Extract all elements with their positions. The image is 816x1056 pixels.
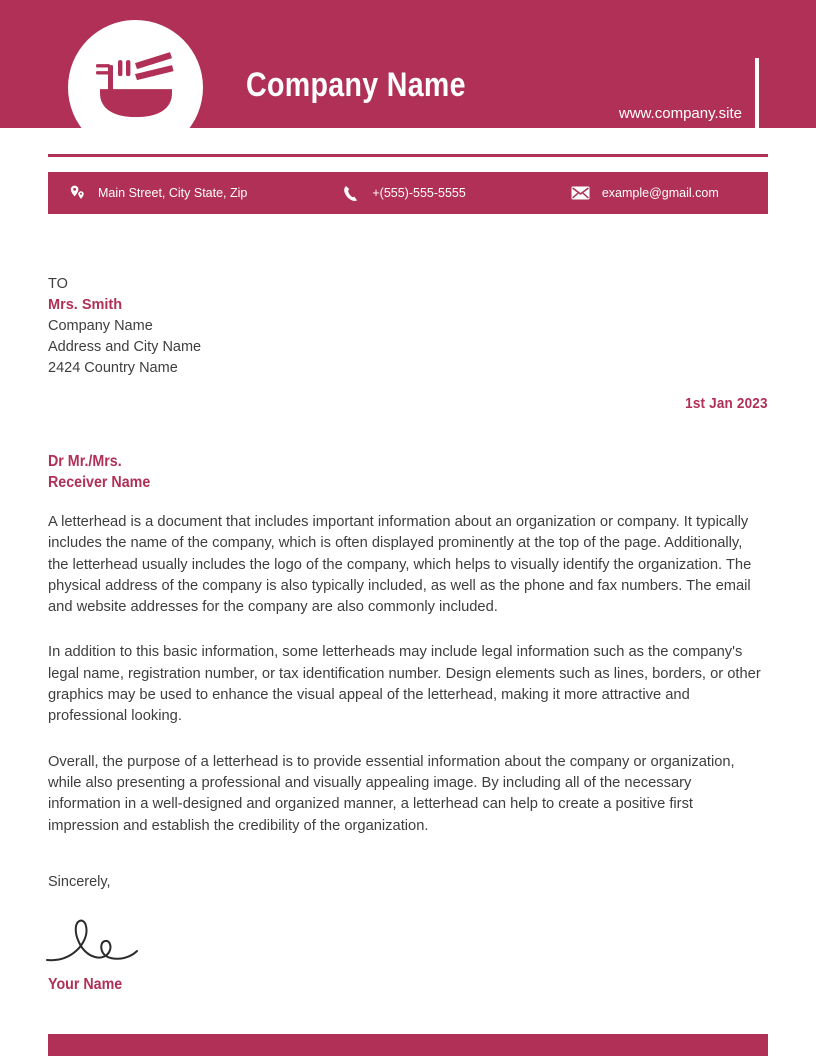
signer-name: Your Name [48, 976, 123, 993]
header-vertical-divider [755, 58, 759, 136]
salutation-line-1: Dr Mr./Mrs. [48, 453, 122, 470]
company-website: www.company.site [618, 105, 742, 122]
salutation [48, 451, 150, 493]
contact-bar [48, 172, 768, 214]
handwritten-signature [44, 916, 140, 973]
closing-sincerely: Sincerely, [48, 874, 111, 890]
recipient-to-label: TO [48, 276, 68, 292]
contact-phone [340, 184, 465, 202]
company-logo [68, 20, 203, 155]
salutation-line-2: Receiver Name [48, 474, 151, 491]
body-paragraph: Overall, the purpose of a letterhead is to provide essential information about the company or organization, while also presenting a professional and visually appealing image. By including all of the necessary information in a well-designed and organized manner, a letterhead can help to create a positive first impression and establish the credibility of the organization. [48, 753, 735, 834]
body-paragraph: A letterhead is a document that includes important information about an organization or company. It typically includes the name of the company, which is often displayed prominently at the top of the page. Additionally, the letterhead usually includes the logo of the company, which helps to visually identify the organization. The physical address of the company is also typically included, as well as the phone and fax numbers. The email and website addresses for the company are also commonly included. [48, 514, 752, 616]
contact-address-text: Main Street, City State, Zip [98, 186, 248, 200]
location-pin-icon [66, 184, 88, 202]
letter-body [48, 512, 766, 837]
recipient-country: 2424 Country Name [48, 360, 178, 376]
contact-phone-text: +(555)-555-5555 [372, 186, 466, 200]
envelope-icon [570, 184, 592, 202]
contact-email-text: example@gmail.com [601, 186, 719, 200]
recipient-company: Company Name [48, 318, 153, 334]
letter-date: 1st Jan 2023 [685, 395, 768, 412]
header-divider-rule [48, 154, 768, 157]
body-paragraph: In addition to this basic information, some letterheads may include legal information such as the company's legal name, registration number, or tax identification number. Design elements such as lines, borders, or other graphics may be used to enhance the visual appeal of the letterhead, making it more attractive and professional looking. [48, 644, 761, 725]
noodle-bowl-icon [94, 51, 178, 122]
recipient-address: Address and City Name [48, 339, 202, 355]
contact-email [570, 184, 719, 202]
company-name: Company Name [246, 66, 466, 104]
footer-bar [48, 1034, 768, 1056]
recipient-name: Mrs. Smith [48, 297, 123, 313]
phone-icon [340, 184, 362, 202]
contact-address [66, 184, 247, 202]
